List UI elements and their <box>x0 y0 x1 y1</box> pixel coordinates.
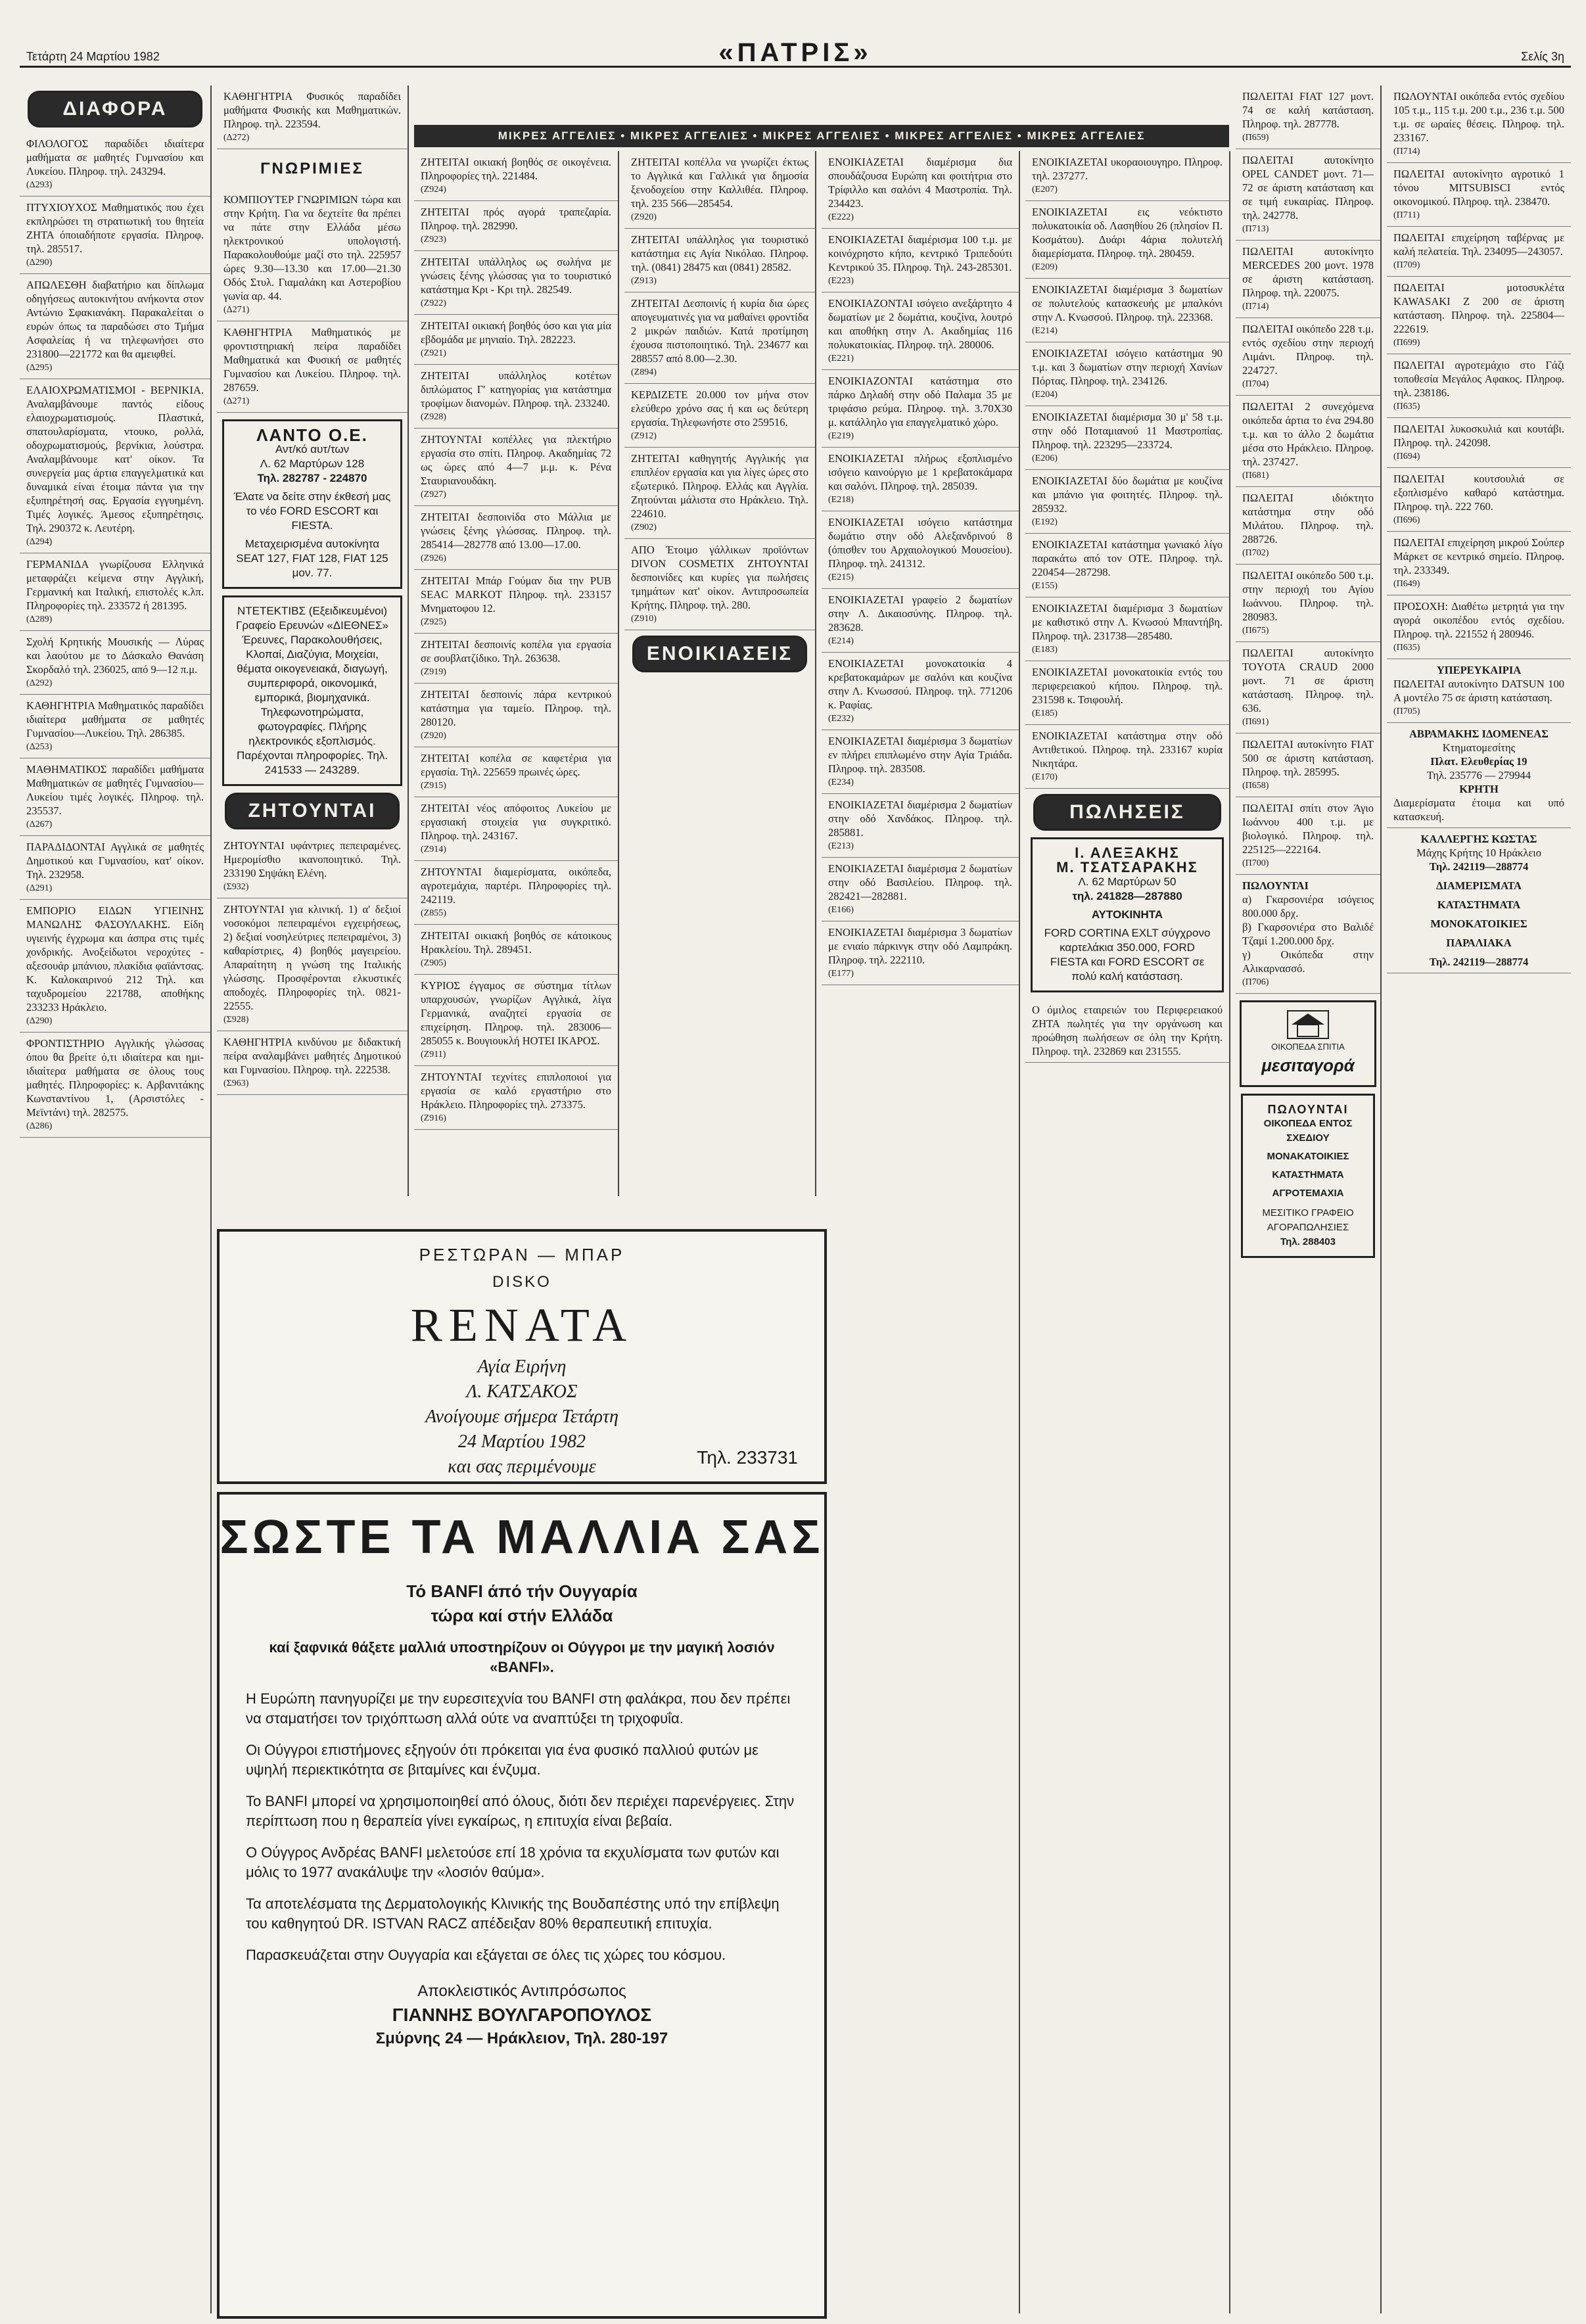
ad-ref: (Δ290) <box>26 1016 53 1026</box>
ad-text: ΠΩΛΕΙΤΑΙ επιχείρηση ταβέρνας με καλή πελατεία. Τηλ. 234095—243057. <box>1393 231 1564 258</box>
ad-item <box>1025 406 1229 470</box>
ad-item <box>624 229 815 292</box>
ads-list <box>1236 85 1380 875</box>
ad-item <box>1387 163 1571 227</box>
ad-ref: (E214) <box>828 636 854 646</box>
column-7 <box>1236 85 1382 2313</box>
ad-text: ΓΕΡΜΑΝΙΔΑ γνωρίζουσα Ελληνικά μεταφράζει κείμενα στην Αγγλική, Γερμανική και Ιταλική, επιστολές κ.λπ. Πληροφορίες τηλ. 233572 ή 281395. <box>26 558 204 612</box>
ad-item <box>414 634 618 684</box>
ad-text: ΠΑΡΑΔΙΔΟΝΤΑΙ Αγγλικά σε μαθητές Δημοτικού και Γυμνασίου, κατ' οίκον. Τηλ. 232958. <box>26 841 204 881</box>
ad-ref: (Π675) <box>1242 626 1269 636</box>
ad-ref: (Z910) <box>631 614 657 624</box>
ad-item: ΖΗΤΟΥΝΤΑΙ υφάντριες πεπειραμένες. Ημερομίσθιο ικανοποιητικό. Τηλ. 233190 Σηψάκη Ελένη. (Σ932) <box>217 835 408 898</box>
ad-line: 24 Μαρτίου 1982 <box>457 1431 586 1452</box>
ad-text: ΠΩΛΕΙΤΑΙ λυκοσκυλιά και κουτάβι. Πληροφ. τηλ. 242098. <box>1393 423 1564 449</box>
lanto-dealer-ad: ΛΑΝΤΟ Ο.Ε. Αντ/κό αυτ/των Λ. 62 Μαρτύρων 128 Τηλ. 282787 - 224870 Έλατε να δείτε στην έκθεσή μας το νέο FORD ESCORT και FIESTA. Μεταχειρισμένα αυτοκίνητα SEAT 127, FIAT 128, FIAT 125 μον. 77. <box>222 419 402 589</box>
ad-paragraph: Η Ευρώπη πανηγυρίζει με την ευρεσιτεχνία του BANFI στη φαλάκρα, που δεν πρέπει να σταματήσει τον τριχόπτωση αλλά ούτε να αναπτύξει τη τριχοφυΐα. <box>246 1690 791 1727</box>
ad-item <box>822 653 1019 730</box>
ad-line: Λ. ΚΑΤΣΑΚΟΣ <box>466 1382 578 1402</box>
ad-ref: (Z916) <box>421 1113 446 1123</box>
ad-text: ΚΑΘΗΓΗΤΡΙΑ Μαθηματικός παραδίδει ιδιαίτερα μαθήματα σε μαθητές Γυμνασίου—Λυκείου. Τηλ. 286385. <box>26 699 204 739</box>
ads-list <box>414 151 618 1130</box>
ad-item <box>414 975 618 1066</box>
ad-text: ΕΝΟΙΚΙΑΖΕΤΑΙ μονοκατοικία εντός του περιφερειακού κήπου. Πληροφ. τηλ. 231598 κ. Τσιφουλή. <box>1032 666 1223 706</box>
ad-brand: RENATA <box>410 1299 634 1351</box>
ad-text: ΕΝΟΙΚΙΑΖΕΤΑΙ διαμέρισμα 100 τ.μ. με κοινόχρηστο κήπο, κεντρικό Τριπεδούτι Κεντρικού 35. Πληροφ. Τηλ. 243-285301. <box>828 233 1012 273</box>
ad-text: ΜΑΘΗΜΑΤΙΚΟΣ παραδίδει μαθήματα Μαθηματικών σε μαθητές Γυμνασίου—Λυκείου τιμές λογικές. Πληροφ. τηλ. 235537. <box>26 763 204 817</box>
ad-item <box>1387 532 1571 595</box>
ad-item <box>20 197 210 274</box>
ad-item <box>414 925 618 975</box>
ad-text: ΕΝΟΙΚΙΑΖΕΤΑΙ διαμέρισμα 2 δωματίων στην οδό Χανδάκος. Πληροφ. τηλ. 285881. <box>828 799 1012 839</box>
ad-text: ΖΗΤΕΙΤΑΙ οικιακή βοηθός όσο και για μία εβδομάδα με μηνιαίο. Τηλ. 282223. <box>421 319 611 346</box>
ad-ref: (Δ294) <box>26 537 53 547</box>
ad-text: ΑΠΩΛΕΣΘΗ διαβατήριο και δίπλωμα οδηγήσεως αυτοκινήτου ανήκοντα στον Αντώνιο Σφακιανάκη. Παρακαλείται ο ευρών όπως τα παραδώσει στο Τμήμα Ασφαλείας ή να τηλεφωνήσει στο 231800—221772 και θα αμειφθεί. <box>26 279 204 360</box>
ad-ref: (E218) <box>828 495 854 505</box>
ad-text: ΕΝΟΙΚΙΑΖΟΝΤΑΙ ισόγειο ανεξάρτητο 4 δωματίων με 2 δωμάτια, κουζίνα, λουτρό και αποθήκη στην Λ. Ακαδημίας 116 πολυκατοικίας. Πληροφ. τηλ. 280006. <box>828 297 1012 351</box>
ad-ref: (Z920) <box>421 731 446 741</box>
ad-ref: (E177) <box>828 969 854 979</box>
ad-ref: (Z923) <box>421 235 446 244</box>
ads-list <box>1025 151 1229 789</box>
ad-text: ΖΗΤΕΙΤΑΙ δεσποινίδα στο Μάλλια με γνώσεις ξένης γλώσσας. Πληροφ. τηλ. 285414—282778 από 13.00—17.00. <box>421 511 611 551</box>
ad-ref: (E222) <box>828 212 854 222</box>
ad-text: ΕΝΟΙΚΙΑΖΕΤΑΙ ισόγειο κατάστημα δωμάτιο στην οδό Αλεξανδρινού 8 (όπισθεν του Αρχαιολογικού Μουσείου). Πληροφ. τηλ. 241312. <box>828 516 1012 570</box>
ad-item <box>1025 201 1229 279</box>
ad-item <box>1387 354 1571 418</box>
polountai-ad: ΠΩΛΟΥΝΤΑΙ α) Γκαρσονιέρα ισόγειος 800.000 δρχ. β) Γκαρσονιέρα στο Βαλιδέ Τζαμί 1.200.000 δρχ. γ) Οικόπεδα στην Αλικαρνασσό. (Π706) <box>1236 875 1380 994</box>
ad-ref: (Z914) <box>421 845 446 854</box>
ad-text: ΕΝΟΙΚΙΑΖΕΤΑΙ ισόγειο κατάστημα 90 τ.μ. και 3 δωματίων στην περιοχή Χανίων Πόρτας. Πληροφ. τηλ. 234126. <box>1032 347 1223 387</box>
ad-ref: (Π659) <box>1242 133 1269 143</box>
ad-item <box>1236 733 1380 797</box>
ad-ref: (E170) <box>1032 772 1058 782</box>
ad-paragraph: Ο Ούγγρος Ανδρέας BANFI μελετούσε επί 18 χρόνια τα εκχυλίσματα των φυτών και μόλις το 1977 ανακάλυψε την «λοσιόν θαύμα». <box>246 1844 780 1880</box>
ad-footer: ΓΙΑΝΝΗΣ ΒΟΥΛΓΑΡΟΠΟΥΛΟΣ <box>392 2005 652 2025</box>
ad-ref: (Z894) <box>631 367 657 377</box>
ad-item <box>1387 85 1571 163</box>
ad-text: Σχολή Κρητικής Μουσικής — Λύρας και λαούτου με το Δάσκαλο Θανάση Σκορδαλό τηλ. 236025, από 9—12 π.μ. <box>26 636 204 676</box>
column-1 <box>20 85 212 2313</box>
ad-text: ΖΗΤΟΥΝΤΑΙ κοπέλλες για πλεκτήριο εργασία στο σπίτι. Πληροφ. Ακαδημίας 72 ως ώρες από 4—7 μ.μ. κ. Ρένα Σταυριανουδάκη. <box>421 433 611 487</box>
ad-text: ΕΝΟΙΚΙΑΖΕΤΑΙ γραφείο 2 δωματίων στην Λ. Δικαιοσύνης. Πληροφ. τηλ. 283628. <box>828 593 1012 634</box>
ad-text: ΕΝΟΙΚΙΑΖΕΤΑΙ κατάστημα στην οδό Αντιθετικού. Πληροφ. τηλ. 233167 κυρία Νικητάρα. <box>1032 730 1223 770</box>
ad-text: ΕΝΟΙΚΙΑΖΕΤΑΙ διαμέρισμα 3 δωματίων με καθιστικό στην Λ. Κνωσού Μπαντήβη. Πληροφ. τηλ. 231738—285480. <box>1032 602 1223 642</box>
ad-ref: (Z911) <box>421 1050 446 1059</box>
ad-text: ΠΩΛΕΙΤΑΙ αυτοκίνητο αγροτικό 1 τόνου MITSUBISCI εντός οικονομικού. Πληροφ. τηλ. 238470. <box>1393 168 1564 208</box>
ad-item <box>1025 342 1229 406</box>
ad-item <box>20 379 210 553</box>
ad-ref: (Z902) <box>631 523 657 532</box>
ad-ref: (Π699) <box>1393 338 1420 348</box>
ad-ref: (E215) <box>828 572 854 582</box>
ad-ref: (Z905) <box>421 958 446 968</box>
ad-text: ΖΗΤΕΙΤΑΙ υπάλληλος ως σωλήνα με γνώσεις ξένης γλώσσας για το τουριστικό κατάστημα Κρι - Κρι τηλ. 282549. <box>421 256 611 296</box>
classifieds-strip: ΜΙΚΡΕΣ ΑΓΓΕΛΙΕΣ • ΜΙΚΡΕΣ ΑΓΓΕΛΙΕΣ • ΜΙΚΡΕΣ ΑΓΓΕΛΙΕΣ • ΜΙΚΡΕΣ ΑΓΓΕΛΙΕΣ • ΜΙΚΡΕΣ ΑΓΓΕΛΙΕΣ <box>414 125 1229 147</box>
ad-text: ΖΗΤΟΥΝΤΑΙ τεχνίτες επιπλοποιοί για εργασία σε καλό εργαστήριο στο Ηράκλειο. Πληροφορίες τηλ. 273375. <box>421 1071 611 1111</box>
ad-item <box>822 858 1019 921</box>
ad-item <box>1387 277 1571 354</box>
ad-line: και σας περιμένουμε <box>448 1456 596 1477</box>
ad-item <box>1025 597 1229 661</box>
ad-item <box>414 684 618 747</box>
ad-ref: (E213) <box>828 841 854 851</box>
ad-ref: (E166) <box>828 905 854 915</box>
ad-item <box>822 794 1019 858</box>
banfi-hair-ad <box>217 1492 827 2319</box>
ad-ref: (Z915) <box>421 781 446 791</box>
ad-item <box>1025 151 1229 201</box>
ad-text: ΠΩΛΕΙΤΑΙ ιδιόκτητο κατάστημα στην οδό Μιλάτου. Πληροφ. τηλ. 288726. <box>1242 492 1374 546</box>
ad-line: ΡΕΣΤΩΡΑΝ — ΜΠΑΡ <box>419 1245 625 1265</box>
ad-item <box>20 553 210 631</box>
ad-item: ΚΑΘΗΓΗΤΡΙΑ κινδύνου με διδακτική πείρα αναλαμβάνει μαθητές Δημοτικού και Γυμνασίου. Πληροφ. τηλ. 222538. (Σ963) <box>217 1031 408 1095</box>
ad-paragraph: Τα αποτελέσματα της Δερματολογικής Κλινικής της Βουδαπέστης υπό την επίβλεψη του καθηγητού DR. ISTVAN RACZ απέδειξαν 80% θεραπευτική επιτυχία. <box>246 1895 780 1932</box>
ad-text: ΠΩΛΕΙΤΑΙ οικόπεδο 500 τ.μ. στην περιοχή του Αγίου Ιωάννου. Πληροφ. τηλ. 280983. <box>1242 569 1374 623</box>
mesitagora-logo-box: ΟΙΚΟΠΕΔΑ ΣΠΙΤΙΑ μεσιταγορά <box>1240 1000 1376 1087</box>
ad-item <box>822 448 1019 511</box>
issue-date: Τετάρτη 24 Μαρτίου 1982 <box>26 50 160 63</box>
ad-text: ΦΡΟΝΤΙΣΤΗΡΙΟ Αγγλικής γλώσσας όπου θα βρείτε ό,τι ιδιαίτερα και ημι-ιδιαίτερα μαθήματα σε όλους τους μαθητές. Πληροφορίες: κ. Αρβανιτάκης Κωνσταντίνου 1, (Αρσιστόλες - Μεϊντάνι) τηλ. 282575. <box>26 1037 204 1119</box>
ad-text: ΠΩΛΕΙΤΑΙ αυτοκίνητο MERCEDES 200 μοντ. 1978 σε άριστη κατάσταση. Πληροφ. τηλ. 220075. <box>1242 245 1374 299</box>
ad-text: ΕΝΟΙΚΙΑΖΕΤΑΙ δύο δωμάτια με κουζίνα και μπάνιο για φοιτητές. Πληροφ. τηλ. 285932. <box>1032 475 1223 515</box>
ad-ref: (E204) <box>1032 390 1058 400</box>
ad-text: ΕΛΑΙΟΧΡΩΜΑΤΙΣΜΟΙ - ΒΕΡΝΙΚΙΑ. Αναλαμβάνουμε παντός είδους ελαιοχρωματισμούς. Πλαστικά, σπατουλαρίσματα, ντουκο, ρολλά, οδοχρωματισμούς, βερνίκια, λούστρα. Αναλαμβάνουμε κατ' οίκον. Τα συνεργεία μας άρτια επαγγελματικά και δυναμικά είναι έτοιμα πάντα για την εξυπηρέτησή σας. Εργασία εγγυημένη. Τιμές λογικές. Άμεσος εξυπηρέτησις. Τηλ. 290372 κ. Λευτέρη. <box>26 384 204 534</box>
ads-list <box>822 151 1019 985</box>
ad-text: ΠΩΛΕΙΤΑΙ κουτσουλιά σε εξοπλισμένο καθαρό κατάστημα. Πληροφ. τηλ. 222 760. <box>1393 473 1564 513</box>
ad-ref: (Z913) <box>631 276 657 286</box>
ad-ref: (Δ286) <box>26 1121 53 1131</box>
ad-line: DISKO <box>492 1273 551 1291</box>
ad-text: ΠΩΛΟΥΝΤΑΙ οικόπεδα εντός σχεδίου 105 τ.μ., 115 τ.μ. 200 τ.μ., 236 τ.μ. 500 τ.μ. σε ωραίες θέσεις. Πληροφ. τηλ. 233167. <box>1393 90 1564 144</box>
newspaper-title: «ΠΑΤΡΙΣ» <box>718 38 872 67</box>
ad-text: ΕΝΟΙΚΙΑΖΕΤΑΙ διαμέρισμα 3 δωματίων εν πλήρει επιπλωμένο στην Αγία Τριάδα. Πληροφ. τηλ. 283508. <box>828 735 1012 775</box>
ad-item <box>20 900 210 1033</box>
section-banner-zitountai: ΖΗΤΟΥΝΤΑΙ <box>225 793 400 829</box>
ad-text: ΚΕΡΔΙΖΕΤΕ 20.000 τον μήνα στον ελεύθερο χρόνο σας ή και ως δεύτερη εργασία. Τηλεφωνήστε στο 259516. <box>631 388 808 429</box>
ad-ref: (Δ291) <box>26 883 53 893</box>
ad-item <box>414 570 618 634</box>
ad-item <box>1025 725 1229 789</box>
ad-paragraph: καί ξαφνικά θάξετε μαλλιά υποστηρίζουν οι Ούγγροι με την μαγική λοσιόν «BANFI». <box>269 1639 775 1675</box>
ad-item <box>1236 85 1380 149</box>
ad-ref: (Z855) <box>421 908 446 918</box>
ad-text: ΕΝΟΙΚΙΑΖΟΝΤΑΙ κατάστημα στο πάρκο Δηλαδή στην οδό Παλαμα 35 με τριφάσιο ρεύμα. Πληροφ. τηλ. 3.70Χ30 μ. κατάλληλο για επαγγελματικό χώρο. <box>828 375 1012 429</box>
ad-text: ΕΝΟΙΚΙΑΖΕΤΑΙ διαμέρισμα 30 μ' 58 τ.μ. στην οδό Ποταμιανού 11 Μαστροπίας. Πληροφ. τηλ. 223295—233724. <box>1032 411 1223 451</box>
ad-ref: (Π635) <box>1393 402 1420 411</box>
ad-text: ΠΩΛΕΙΤΑΙ επιχείρηση μικρού Σούπερ Μάρκετ σε κεντρικό σημείο. Πληροφ. τηλ. 233349. <box>1393 536 1564 576</box>
ad-line: Ανοίγουμε σήμερα Τετάρτη <box>425 1406 618 1427</box>
ad-paragraph: Παρασκευάζεται στην Ουγγαρία και εξάγεται σε όλες τις χώρες του κόσμου. <box>246 1947 726 1963</box>
ad-text: ΠΩΛΕΙΤΑΙ αυτοκίνητο TOYOTA CRAUD 2000 μοντ. 71 σε άριστη κατάσταση. Πληροφ. τηλ. 636. <box>1242 647 1374 714</box>
ad-text: ΕΝΟΙΚΙΑΖΕΤΑΙ μονοκατοικία 4 κρεβατοκαμάρων με σαλόνι και κουζίνα στην Λ. Κνωσσού. Πληροφ. τηλ. 771206 κ. Ραφίας. <box>828 657 1012 711</box>
ad-item <box>1025 279 1229 342</box>
ad-ref: (Z927) <box>421 490 446 500</box>
ad-item: Ο όμιλος εταιρειών του Περιφερειακού ΖΗΤΑ πωλητές για την οργάνωση και προώθηση πωλήσεων σε όλη την Κρήτη. Πληροφ. τηλ. 232869 και 231555. <box>1025 999 1229 1063</box>
ad-item <box>624 448 815 539</box>
ad-item <box>414 251 618 315</box>
ad-ref: (Π694) <box>1393 452 1420 461</box>
ad-ref: (Δ290) <box>26 258 53 267</box>
mesitiko-ad: ΠΩΛΟΥΝΤΑΙ ΟΙΚΟΠΕΔΑ ΕΝΤΟΣ ΣΧΕΔΙΟΥ ΜΟΝΑΚΑΤΟΙΚΙΕΣ ΚΑΤΑΣΤΗΜΑΤΑ ΑΓΡΟΤΕΜΑΧΙΑ ΜΕΣΙΤΙΚΟ ΓΡΑΦΕΙΟ ΑΓΟΡΑΠΩΛΗΣΙΕΣ Τηλ. 288403 <box>1241 1094 1375 1258</box>
ad-item <box>414 861 618 925</box>
ad-item <box>822 292 1019 370</box>
ad-text: ΖΗΤΕΙΤΑΙ πρός αγορά τραπεζαρία. Πληροφ. τηλ. 282990. <box>421 206 611 232</box>
ad-text: ΖΗΤΕΙΤΑΙ δεσποινίς πάρα κεντρικού κατάστημα για ταμείο. Πληροφ. τηλ. 280120. <box>421 688 611 728</box>
ad-ref: (Δ295) <box>26 363 53 373</box>
ad-text: ΖΗΤΟΥΝΤΑΙ διαμερίσματα, οικόπεδα, αγροτεμάχια, παρτέρι. Πληροφορίες τηλ. 242119. <box>421 866 611 906</box>
ad-ref: (Π713) <box>1242 224 1269 234</box>
ad-item <box>1025 661 1229 725</box>
ad-headline: ΣΩΣΤΕ ΤΑ ΜΑΛΛΙΑ ΣΑΣ <box>220 1511 824 1564</box>
ad-ref: (E185) <box>1032 709 1058 718</box>
ad-text: ΚΥΡΙΟΣ έγγαμος σε σύστημα τίτλων υπαρχουσών, γνωρίζων Αγγλικά, λίγα Γερμανικά, αναζητεί εργασία σε επιχείρηση. Πληροφ. τηλ. 283006—285055 κ. Βουγιουκλή ΗΟΤΕΙ ΙΚΑΡΟΣ. <box>421 979 611 1047</box>
ad-text: ΕΝΟΙΚΙΑΖΕΤΑΙ διαμέρισμα 3 δωματίων σε πολυτελούς κατασκευής με μπαλκόνι στην Λ. Κνωσσού. Πληροφ. τηλ. 223368. <box>1032 283 1223 323</box>
page-number: Σελίς 3η <box>1521 50 1564 63</box>
ad-ref: (Z926) <box>421 553 446 563</box>
ad-text: ΖΗΤΕΙΤΑΙ κοπέλλα να γνωρίζει έκτως το Αγγλικά και Γαλλικά για δημοσία ξενοδοχείου στην Καλλιθέα. Πληροφ. τηλ. 235 566—285454. <box>631 156 808 210</box>
ad-item <box>1236 565 1380 642</box>
ad-text: ΕΝΟΙΚΙΑΖΕΤΑΙ υκοραοιουγηρο. Πληροφ. τηλ. 237277. <box>1032 156 1223 182</box>
ad-text: ΕΝΟΙΚΙΑΖΕΤΑΙ εις νεόκτιστο πολυκατοικία οδ. Λασηθίου 26 (πλησίον Π. Κοσμάτου). Δυάρι 4άρια πολυτελή διαμερίσματα. Πληροφ. τηλ. 280459. <box>1032 206 1223 260</box>
ad-text: ΖΗΤΕΙΤΑΙ υπάλληλος κοτέτων διπλώματος Γ' κατηγορίας για κατάστημα τροφίμων διανομών. Πληροφ. τηλ. 233240. <box>421 369 611 409</box>
ad-text: ΠΩΛΕΙΤΑΙ αυτοκίνητο OPEL CANDET μοντ. 71—72 σε άριστη κατάσταση και σε τιμή ευκαιρίας. Πληροφ. τηλ. 242778. <box>1242 154 1374 221</box>
ad-item: ΖΗΤΟΥΝΤΑΙ για κλινική. 1) α' δεξιοί νοσοκόμοι πεπειραμένοι εγχειρήσεως, 2) δεξιαί νοσηλεύτριες πεπειραμένοι, 3) καθαρίστριες, 4) βοηθός μαγειρείου. Απαραίτητη η γνώση της Ιταλικής γλώσσης. Προσφέρονται ελκυστικές αποδοχές. Πληροφορίες τηλ. 0821-22555. (Σ928) <box>217 898 408 1031</box>
ad-ref: (Z925) <box>421 617 446 627</box>
ad-item <box>414 151 618 201</box>
ad-text: ΠΤΥΧΙΟΥΧΟΣ Μαθηματικός που έχει εκπληρώσει τη στρατιωτική του θητεία ΖΗΤΑ όποιαδήποτε εργασία. Πληροφ. τηλ. 285517. <box>26 201 204 255</box>
ads-list <box>624 151 815 630</box>
ad-item <box>822 229 1019 292</box>
ad-text: ΕΝΟΙΚΙΑΖΕΤΑΙ διαμέρισμα 3 δωματίων με ενιαίο πάρκινγκ στην οδό Λαμπράκη. Πληροφ. τηλ. 222110. <box>828 926 1012 966</box>
ad-ref: (Z920) <box>631 212 657 222</box>
ad-ref: (E206) <box>1032 453 1058 463</box>
ad-text: ΦΙΛΟΛΟΓΟΣ παραδίδει ιδιαίτερα μαθήματα σε μαθητές Γυμνασίου και Λυκείου. Πληροφ. τηλ. 243294. <box>26 137 204 177</box>
ad-text: ΖΗΤΕΙΤΑΙ νέος απόφοιτος Λυκείου με εργασιακή στοιχεία για συγκριτικό. Πληροφ. τηλ. 243167. <box>421 802 611 842</box>
ad-text: ΕΜΠΟΡΙΟ ΕΙΔΩΝ ΥΓΙΕΙΝΗΣ ΜΑΝΩΛΗΣ ΦΑΣΟΥΛΑΚΗΣ. Είδη υγιεινής έγχρωμα και άσπρα στις τιμές χονδρικής. Ανοξείδωτοι νεροχύτες - αξεσουάρ μπάνιου, πλακίδια φαϊάντσας. Κ. Καλοκαιρινού 212 Τηλ. και ταχυδρομείου 221788, αποθήκης 233233 Ηράκλειο. <box>26 904 204 1013</box>
ad-text: ΕΝΟΙΚΙΑΖΕΤΑΙ διαμέρισμα δια σπουδάζουσα Ευρώπη και φοιτήτρια στο Τρίφιλλο και σαλόνι 4 Μαστροπία. Τηλ. 234423. <box>828 156 1012 210</box>
ad-subtitle: Τό BANFI άπό τήν Ουγγαρία <box>406 1581 638 1601</box>
ad-text: ΖΗΤΕΙΤΑΙ Δεσποινίς ή κυρία δια ώρες απογευματινές για να μαθαίνει φροντίδα 2 μικρών παιδιών. Κατά προτίμηση έχουσα πιστοποιητικό. Τηλ. 234677 και 288557 από 8.00—2.30. <box>631 297 808 365</box>
ad-ref: (E192) <box>1032 517 1058 527</box>
ad-ref: (Π704) <box>1242 379 1269 389</box>
ypereukairia-ad: ΥΠΕΡΕΥΚΑΙΡΙΑ ΠΩΛΕΙΤΑΙ αυτοκίνητο DATSUN 100 A μοντέλο 75 σε άριστη κατάσταση. (Π705) <box>1387 659 1571 723</box>
ad-item <box>1236 396 1380 487</box>
ad-item <box>20 1033 210 1138</box>
ad-ref: (Z924) <box>421 185 446 195</box>
ad-item <box>1236 797 1380 875</box>
ad-item <box>20 274 210 379</box>
ad-ref: (Π714) <box>1393 147 1420 156</box>
ads-list <box>1387 85 1571 659</box>
ad-subtitle: τώρα καί στήν Ελλάδα <box>431 1606 613 1625</box>
ad-text: ΠΩΛΕΙΤΑΙ αγροτεμάχιο στο Γάζι τοποθεσία Μεγάλος Αφακος. Πληροφ. τηλ. 238186. <box>1393 359 1564 399</box>
ad-item <box>20 695 210 758</box>
ad-item <box>414 506 618 570</box>
ad-item <box>624 292 815 384</box>
ad-ref: (E221) <box>828 354 854 363</box>
column-5 <box>822 151 1020 2313</box>
ad-item <box>822 151 1019 229</box>
ad-item <box>414 315 618 365</box>
section-banner-diafora: ΔΙΑΦΟΡΑ <box>28 91 202 128</box>
ad-item <box>822 370 1019 448</box>
ad-item <box>414 1066 618 1130</box>
ad-footer: Σμύρνης 24 — Ηράκλειον, Τηλ. 280-197 <box>375 2030 668 2047</box>
ad-ref: (Π700) <box>1242 858 1269 868</box>
ad-item <box>414 201 618 251</box>
ad-item <box>1236 241 1380 318</box>
ad-ref: (Π702) <box>1242 548 1269 558</box>
ad-line: Αγία Ειρήνη <box>477 1357 567 1377</box>
ad-ref: (E219) <box>828 431 854 441</box>
column-8 <box>1387 85 1571 2313</box>
ad-paragraph: Το BANFI μπορεί να χρησιμοποιηθεί από όλους, διότι δεν περιέχει παρενέργειες. Στην περίπτωση που η θεραπεία γίνει εγκαίρως, η επιτυχία είναι βεβαία. <box>246 1793 795 1829</box>
ad-item <box>624 539 815 630</box>
ad-ref: (E183) <box>1032 645 1058 655</box>
ad-item <box>414 797 618 861</box>
ad-phone: Τηλ. 233731 <box>697 1447 798 1468</box>
ad-item <box>20 133 210 197</box>
ad-ref: (Π635) <box>1393 643 1420 653</box>
ad-ref: (Π714) <box>1242 302 1269 312</box>
ad-text: ΠΡΟΣΟΧΗ: Διαθέτω μετρητά για την αγορά οικοπέδου εντός σχεδίου. Πληροφ. τηλ. 221552 ή 280946. <box>1393 600 1564 640</box>
ad-item <box>1387 418 1571 468</box>
page-header <box>20 13 1571 68</box>
ad-item <box>822 921 1019 985</box>
ad-text: ΖΗΤΕΙΤΑΙ καθηγητής Αγγλικής για επιπλέον εργασία και για λίγες ώρες στο εξωτερικό. Πληροφ. Ελλάς και Αγγλία. Ζητούνται μάλιστα στο Ηράκλειο. Τηλ. 224610. <box>631 452 808 520</box>
ad-item <box>414 747 618 797</box>
detectives-ad: ΝΤΕΤΕΚΤΙΒΣ (Εξειδικευμένοι) Γραφείο Ερευνών «ΔΙΕΘΝΕΣ» Έρευνες, Παρακολουθήσεις, Κλοπαί, Διαζύγια, Μοιχείαι, θέματα οικογενειακά, διαγωγή, συμπεριφορά, οικονομικά, εμπορικά, βιομηχανικά. Τηλεφωνοτηρώματα, φωτογραφίες. Πλήρης ηλεκτρονικός εξοπλισμός. Παρέχονται πληροφορίες. Τηλ. 241533 — 243289. <box>222 595 402 786</box>
ad-text: ΖΗΤΕΙΤΑΙ δεσποινίς κοπέλα για εργασία σε σουβλατζίδικο. Τηλ. 263638. <box>421 638 611 664</box>
ad-text: ΕΝΟΙΚΙΑΖΕΤΑΙ κατάστημα γωνιακό λίγο παρακάτω από τον ΟΤΕ. Πληροφ. τηλ. 220454—287298. <box>1032 538 1223 578</box>
ad-ref: (Δ292) <box>26 678 53 688</box>
section-banner-gnorimies: ΓΝΩΡΙΜΙΕΣ <box>260 160 364 177</box>
ad-text: ΖΗΤΕΙΤΑΙ κοπέλα σε καφετέρια για εργασία. Τηλ. 225659 πρωινές ώρες. <box>421 752 611 778</box>
ad-item <box>20 836 210 900</box>
ad-ref: (E232) <box>828 714 854 724</box>
ad-ref: (Z921) <box>421 348 446 358</box>
ad-item <box>20 631 210 695</box>
ad-item <box>822 511 1019 589</box>
ads-list <box>20 133 210 1138</box>
ad-item <box>1236 318 1380 396</box>
ad-ref: (Z912) <box>631 431 657 441</box>
ad-text: ΑΠΟ Έτοιμο γάλλικων προϊόντων DIVON COSMETIX ΖΗΤΟΥΝΤΑΙ δεσποινίδες και κυρίες για πωλήσεις τμημάτων κατ' οίκον. Αντιπροσωπεία Κρήτης. Πληροφ. τηλ. 280. <box>631 544 808 611</box>
ad-ref: (E234) <box>828 778 854 787</box>
ad-item <box>20 758 210 836</box>
ad-text: ΠΩΛΕΙΤΑΙ οικόπεδο 228 τ.μ. εντός σχεδίου στην περιοχή Λιμάνι. Πληροφ. τηλ. 224727. <box>1242 323 1374 377</box>
ad-text: ΖΗΤΕΙΤΑΙ Μπάρ Γούμαν δια την PUB SEAC MARKOT Πληροφ. τηλ. 233157 Μνηματοφου 12. <box>421 574 611 615</box>
ad-item <box>1025 534 1229 597</box>
column-6 <box>1025 151 1230 2313</box>
ad-text: ΠΩΛΕΙΤΑΙ αυτοκίνητο FIAT 500 σε άριστη κατάσταση. Πληροφ. τηλ. 285995. <box>1242 738 1374 778</box>
column-2 <box>217 85 409 1196</box>
ad-ref: (Δ267) <box>26 820 53 829</box>
ad-text: ΠΩΛΕΙΤΑΙ FIAT 127 μοντ. 74 σε καλή κατάσταση. Πληροφ. τηλ. 287778. <box>1242 90 1374 130</box>
house-icon <box>1287 1010 1329 1039</box>
ad-item: ΚΑΘΗΓΗΤΡΙΑ Φυσικός παραδίδει μαθήματα Φυσικής και Μαθηματικών. Πληροφ. τηλ. 223594. (Δ272) <box>217 85 408 149</box>
ad-ref: (Π658) <box>1242 781 1269 791</box>
ad-text: ΠΩΛΕΙΤΑΙ 2 συνεχόμενα οικόπεδα άρτια το ένα 294.80 τ.μ. και το άλλο 2 δωμάτια μέσα στο Ηράκλειο. Πληροφ. τηλ. 237427. <box>1242 400 1374 468</box>
ad-ref: (E209) <box>1032 262 1058 272</box>
ad-ref: (Z928) <box>421 412 446 422</box>
ad-item <box>822 730 1019 794</box>
ad-item: ΚΑΘΗΓΗΤΡΙΑ Μαθηματικός με φροντιστηριακή πείρα παραδίδει Μαθηματικά και Φυσική σε μαθητές Γυμνασίου και Λυκείου. Πληροφ. τηλ. 287659. (Δ271) <box>217 321 408 413</box>
ad-ref: (Z919) <box>421 667 446 677</box>
alexakis-dealer-ad: Ι. ΑΛΕΞΑΚΗΣ Μ. ΤΣΑΤΣΑΡΑΚΗΣ Λ. 62 Μαρτύρων 50 τηλ. 241828—287880 ΑΥΤΟΚΙΝΗΤΑ FORD CORTINA EXLT σύγχρονο καρτελάκια 350.000, FORD FIESTA και FORD ESCORT σε πολύ καλή κατάσταση. <box>1031 837 1224 992</box>
ad-item <box>1236 149 1380 241</box>
renata-restaurant-ad <box>217 1229 827 1484</box>
ad-item <box>414 365 618 429</box>
section-banner-poliseis: ΠΩΛΗΣΕΙΣ <box>1033 794 1221 831</box>
ad-paragraph: Οι Ούγγροι επιστήμονες εξηγούν ότι πρόκειται για ένα φυσικό παλλιού φυτών με υψηλή περιεκτικότητα σε βιταμίνες και ένζυμα. <box>246 1742 758 1778</box>
ad-text: ΕΝΟΙΚΙΑΖΕΤΑΙ πλήρως εξοπλισμένο ισόγειο καινούργιο με 1 κρεβατοκάμαρα και σαλόνι. Πληροφ. τηλ. 285039. <box>828 452 1012 492</box>
ad-ref: (Π691) <box>1242 717 1269 727</box>
ad-item <box>1236 487 1380 565</box>
ad-text: ΖΗΤΕΙΤΑΙ οικιακή βοηθός σε οικογένεια. Πληροφορίες τηλ. 221484. <box>421 156 611 182</box>
ad-ref: (Δ289) <box>26 615 53 624</box>
ad-ref: (Π709) <box>1393 260 1420 270</box>
ad-item <box>1387 468 1571 532</box>
ad-item <box>1387 227 1571 277</box>
ad-ref: (Π649) <box>1393 579 1420 589</box>
ad-item <box>414 429 618 506</box>
ad-item <box>624 384 815 448</box>
ad-ref: (E155) <box>1032 581 1058 591</box>
ad-text: ΠΩΛΕΙΤΑΙ σπίτι στον Άγιο Ιωάννου 400 τ.μ. με βιολογικό. Πληροφ. τηλ. 225125—222164. <box>1242 802 1374 856</box>
ad-item <box>1236 642 1380 733</box>
kallergis-ad: ΚΑΛΛΕΡΓΗΣ ΚΩΣΤΑΣ Μάχης Κρήτης 10 Ηράκλειο Τηλ. 242119—288774 ΔΙΑΜΕΡΙΣΜΑΤΑ ΚΑΤΑΣΤΗΜΑΤΑ ΜΟΝΟΚΑΤΟΙΚΙΕΣ ΠΑΡΑΛΙΑΚΑ Τηλ. 242119—288774 <box>1387 828 1571 973</box>
ad-ref: (E207) <box>1032 185 1058 195</box>
ad-ref: (Π696) <box>1393 515 1420 525</box>
column-4 <box>624 151 816 1196</box>
avramakis-ad: ΑΒΡΑΜΑΚΗΣ ΙΔΟΜΕΝΕΑΣ Κτηματομεσίτης Πλατ. Ελευθερίας 19 Τηλ. 235776 — 279944 ΚΡΗΤΗ Διαμερίσματα έτοιμα και υπό κατασκευή. <box>1387 723 1571 828</box>
ad-item <box>1025 470 1229 534</box>
ad-ref: (Δ293) <box>26 180 53 190</box>
ad-item: ΚΟΜΠΙΟΥΤΕΡ ΓΝΩΡΙΜΙΩΝ τώρα και στην Κρήτη. Για να δεχτείτε θα πρέπει να πάτε στην Ελλάδα μέσω ηλεκτρονικού υπολογιστή. Παρακολουθούμε μαζί στο τηλ. 225957 ώρες 9.30—13.30 και 17.00—21.30 Οδός Στυλ. Γιαμαλάκη και Αστεροβίου γωνία αρ. 44. (Δ271) <box>217 189 408 321</box>
ad-item <box>1387 595 1571 659</box>
column-3 <box>414 151 619 1196</box>
ad-text: ΖΗΤΕΙΤΑΙ υπάλληλος για τουριστικό κατάστημα εις Αγία Νικόλαο. Πληροφ. τηλ. (0841) 28475 και (0841) 28582. <box>631 233 808 273</box>
ad-ref: (Π681) <box>1242 471 1269 480</box>
ad-text: ΖΗΤΕΙΤΑΙ οικιακή βοηθός σε κάτοικους Ηρακλείου. Τηλ. 289451. <box>421 929 611 956</box>
ad-ref: (Z922) <box>421 298 446 308</box>
ad-ref: (E223) <box>828 276 854 286</box>
newspaper-page <box>20 13 1571 2313</box>
ad-ref: (Π711) <box>1393 210 1420 220</box>
ad-ref: (E214) <box>1032 326 1058 336</box>
ad-ref: (Δ253) <box>26 742 53 752</box>
ad-item <box>822 589 1019 653</box>
ad-footer: Αποκλειστικός Αντιπρόσωπος <box>417 1982 626 2000</box>
ad-text: ΕΝΟΙΚΙΑΖΕΤΑΙ διαμέρισμα 2 δωματίων στην οδό Βασιλείου. Πληροφ. τηλ. 282421—282881. <box>828 862 1012 902</box>
ad-text: ΠΩΛΕΙΤΑΙ μοτοσυκλέτα KAWASAKI Z 200 σε άριστη κατάσταση. Πληροφ. τηλ. 225804—222619. <box>1393 281 1564 335</box>
section-banner-enoikiaseis: ΕΝΟΙΚΙΑΣΕΙΣ <box>632 636 807 672</box>
ad-item <box>624 151 815 229</box>
